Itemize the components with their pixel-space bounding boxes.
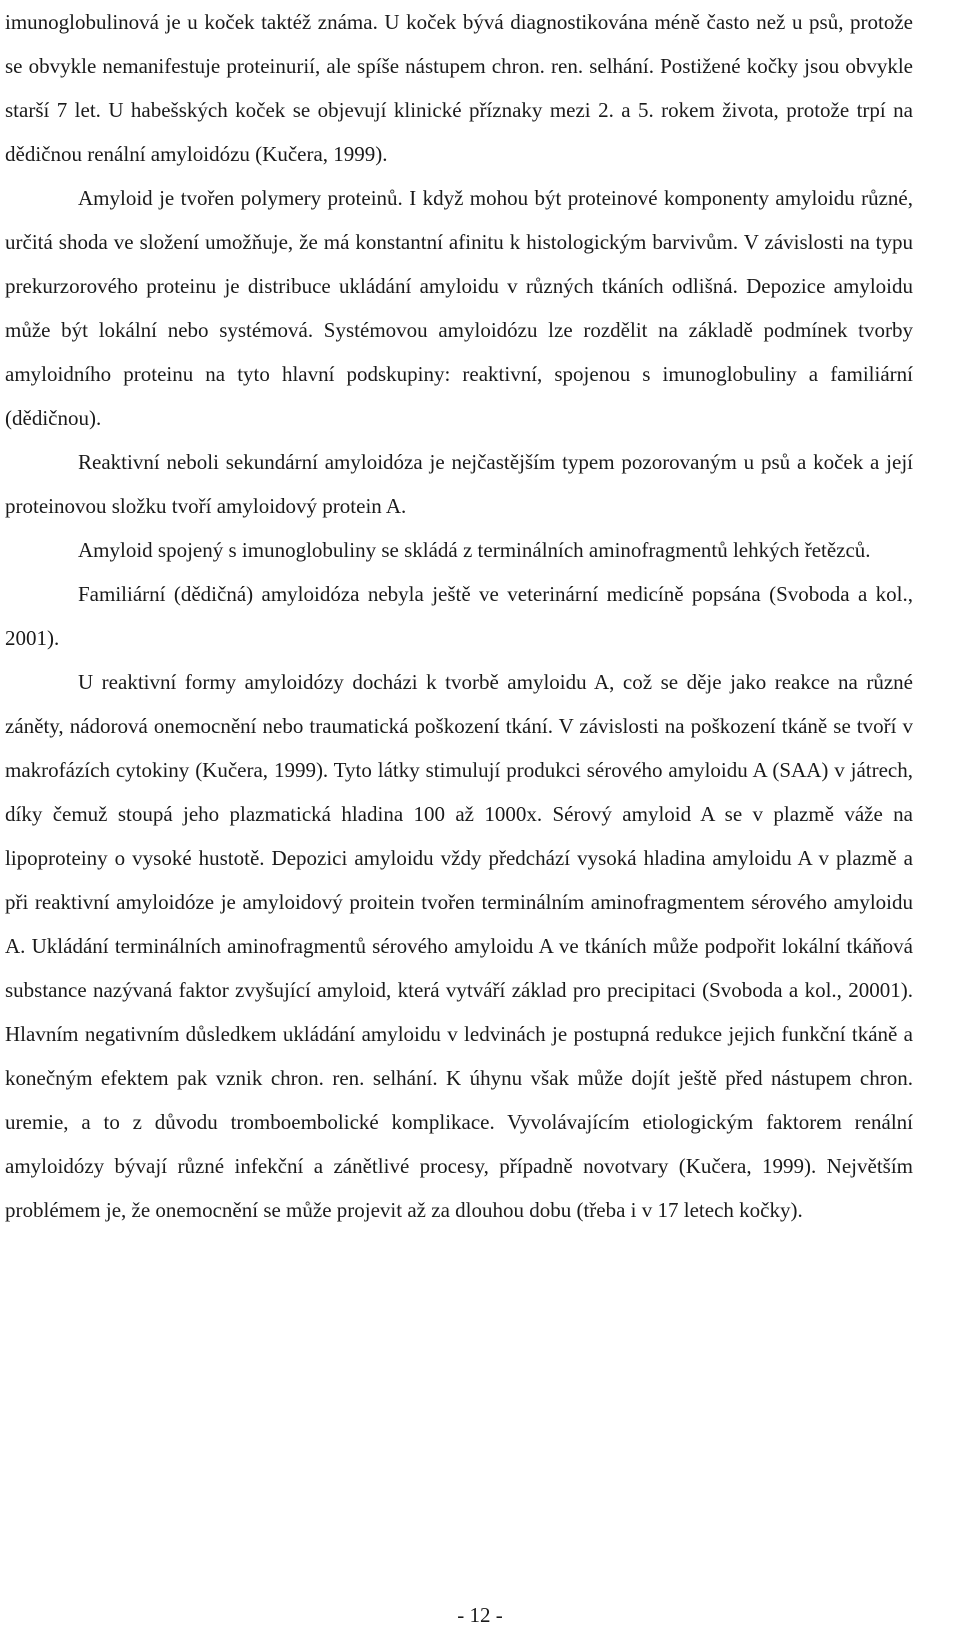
document-page <box>5 0 913 1232</box>
paragraph-reactive-amyloidosis: Reaktivní neboli sekundární amyloidóza je nejčastějším typem pozorovaným u psů a koček a její proteinovou složku tvoří amyloidový protein A. <box>5 450 913 518</box>
paragraph-reactive-form-details: U reaktivní formy amyloidózy docházi k tvorbě amyloidu A, což se děje jako reakce na různé záněty, nádorová onemocnění nebo traumatická poškození tkání. V závislosti na poškození tkáně se tvoří v makrofázích cytokiny (Kučera, 1999). Tyto látky stimulují produkci sérového amyloidu A (SAA) v játrech, díky čemuž stoupá jeho plazmatická hladina 100 až 1000x. Sérový amyloid A se v plazmě váže na lipoproteiny o vysoké hustotě. Depozici amyloidu vždy předchází vysoká hladina amyloidu A v plazmě a při reaktivní amyloidóze je amyloidový proitein tvořen terminálním aminofragmentem sérového amyloidu A. Ukládání terminálních aminofragmentů sérového amyloidu A ve tkáních může podpořit lokální tkáňová substance nazývaná faktor zvyšující amyloid, která vytváří základ pro precipitaci (Svoboda a kol., 20001). Hlavním negativním důsledkem ukládání amyloidu v ledvinách je postupná redukce jejich funkční tkáně a konečným efektem pak vznik chron. ren. selhání. K úhynu však může dojít ještě před nástupem chron. uremie, a to z důvodu tromboembolické komplikace. Vyvolávajícím etiologickým faktorem renální amyloidózy bývají různé infekční a zánětlivé procesy, případně novotvary (Kučera, 1999). Největším problémem je, že onemocnění se může projevit až za dlouhou dobu (třeba i v 17 letech kočky). <box>5 670 913 1222</box>
paragraph-amyloid-composition: Amyloid je tvořen polymery proteinů. I když mohou být proteinové komponenty amyloidu různé, určitá shoda ve složení umožňuje, že má konstantní afinitu k histologickým barvivům. V závislosti na typu prekurzorového proteinu je distribuce ukládání amyloidu v různých tkáních odlišná. Depozice amyloidu může být lokální nebo systémová. Systémovou amyloidózu lze rozdělit na základě podmínek tvorby amyloidního proteinu na tyto hlavní podskupiny: reaktivní, spojenou s imunoglobuliny a familiární (dědičnou). <box>5 186 913 430</box>
paragraph-immunoglobulin-amyloid: Amyloid spojený s imunoglobuliny se skládá z terminálních aminofragmentů lehkých řetězců. <box>78 538 871 562</box>
paragraph-familial-amyloidosis: Familiární (dědičná) amyloidóza nebyla ještě ve veterinární medicíně popsána (Svoboda a kol., 2001). <box>5 582 913 650</box>
paragraph-continuation: imunoglobulinová je u koček taktéž známa. U koček bývá diagnostikována méně často než u psů, protože se obvykle nemanifestuje proteinurií, ale spíše nástupem chron. ren. selhání. Postižené kočky jsou obvykle starší 7 let. U habešských koček se objevují klinické příznaky mezi 2. a 5. rokem života, protože trpí na dědičnou renální amyloidózu (Kučera, 1999). <box>5 10 913 166</box>
page-number: - 12 - <box>457 1603 503 1627</box>
